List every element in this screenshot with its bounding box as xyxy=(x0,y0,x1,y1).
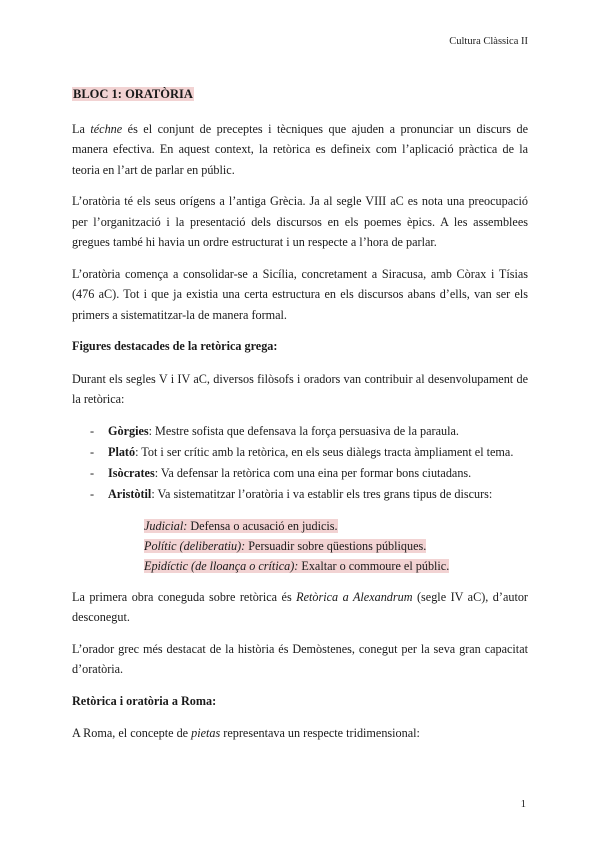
list-item xyxy=(72,421,528,442)
discourse-type-label: Judicial: xyxy=(144,518,188,533)
greek-figures-list xyxy=(72,421,528,505)
roman-paragraph xyxy=(72,723,528,744)
discourse-type-desc: Persuadir sobre qüestions públiques. xyxy=(245,538,427,553)
running-header: Cultura Clàssica II xyxy=(449,36,528,47)
bloc-title xyxy=(72,84,528,105)
figure-name: Plató xyxy=(108,444,136,459)
discourse-types xyxy=(72,516,528,576)
greek-section-title: Figures destacades de la retòrica grega: xyxy=(72,339,278,353)
page-number: 1 xyxy=(520,799,526,810)
greek-section-intro: Durant els segles V i IV aC, diversos filòsofs i oradors van contribuir al desenvolupament de la retòrica: xyxy=(72,371,528,406)
figure-desc: : Tot i ser crític amb la retòrica, en els seus diàlegs tracta àmpliament el tema. xyxy=(135,444,514,459)
list-item xyxy=(72,463,528,484)
figure-name: Aristòtil xyxy=(108,486,152,501)
demosthenes-paragraph: L’orador grec més destacat de la història és Demòstenes, conegut per la seva gran capacitat d’oratòria. xyxy=(72,641,528,676)
roman-section-title: Retòrica i oratòria a Roma: xyxy=(72,693,217,708)
bloc-title-text: BLOC 1: ORATÒRIA xyxy=(73,87,193,101)
list-dash: - xyxy=(90,444,95,459)
figure-desc: : Mestre sofista que defensava la força persuasiva de la paraula. xyxy=(148,423,459,438)
intro-paragraph-1 xyxy=(72,119,528,181)
figure-name: Isòcrates xyxy=(108,465,155,480)
discourse-type-label: Epidíctic (de lloança o crítica): xyxy=(144,558,299,573)
list-dash: - xyxy=(90,465,95,480)
discourse-type-desc: Defensa o acusació en judicis. xyxy=(187,518,338,533)
first-work-title: Retòrica a Alexandrum xyxy=(296,589,413,604)
discourse-type-politic xyxy=(144,536,528,556)
list-dash: - xyxy=(90,423,95,438)
intro-p1-before: La xyxy=(72,121,91,136)
first-work-after: (segle IV aC), d’autor desconegut. xyxy=(72,589,528,624)
discourse-type-desc: Exaltar o commoure el públic. xyxy=(298,558,450,573)
intro-p1-term: téchne xyxy=(90,121,123,136)
list-item xyxy=(72,442,528,463)
list-dash: - xyxy=(90,486,95,501)
discourse-type-label: Polític (deliberatiu): xyxy=(144,538,246,553)
roman-p-before: A Roma, el concepte de xyxy=(72,726,192,740)
figure-desc: : Va sistematitzar l’oratòria i va establir els tres grans tipus de discurs: xyxy=(151,486,493,501)
intro-paragraph-3: L’oratòria comença a consolidar-se a Sicília, concretament a Siracusa, amb Còrax i Tísias (476 aC). Tot i que ja existia una certa estructura en els discursos abans d’ells, van ser els primers a sistematitzar-la de manera formal. xyxy=(72,266,528,322)
figure-desc: : Va defensar la retòrica com una eina per formar bons ciutadans. xyxy=(154,465,472,480)
roman-p-term: pietas xyxy=(191,726,221,740)
discourse-type-epidictic xyxy=(144,556,528,576)
first-work-before: La primera obra coneguda sobre retòrica és xyxy=(72,589,297,604)
list-item xyxy=(72,484,528,505)
page-content xyxy=(72,84,528,755)
discourse-type-judicial xyxy=(144,516,528,536)
figure-name: Gòrgies xyxy=(108,423,149,438)
intro-p1-after: és el conjunt de preceptes i tècniques que ajuden a pronunciar un discurs de manera efectiva. En aquest context, la retòrica es defineix com l’aplicació pràctica de la teoria en l’art de parlar en públic. xyxy=(72,121,529,177)
roman-p-after: representava un respecte tridimensional: xyxy=(220,726,420,740)
intro-paragraph-2: L’oratòria té els seus orígens a l’antiga Grècia. Ja al segle VIII aC es nota una preocupació per l’organització i la presentació dels discursos en els poemes èpics. A les assemblees gregues també hi havia un ordre estructurat i un respecte a l’hora de parlar. xyxy=(72,194,528,249)
first-work-paragraph xyxy=(72,587,528,628)
